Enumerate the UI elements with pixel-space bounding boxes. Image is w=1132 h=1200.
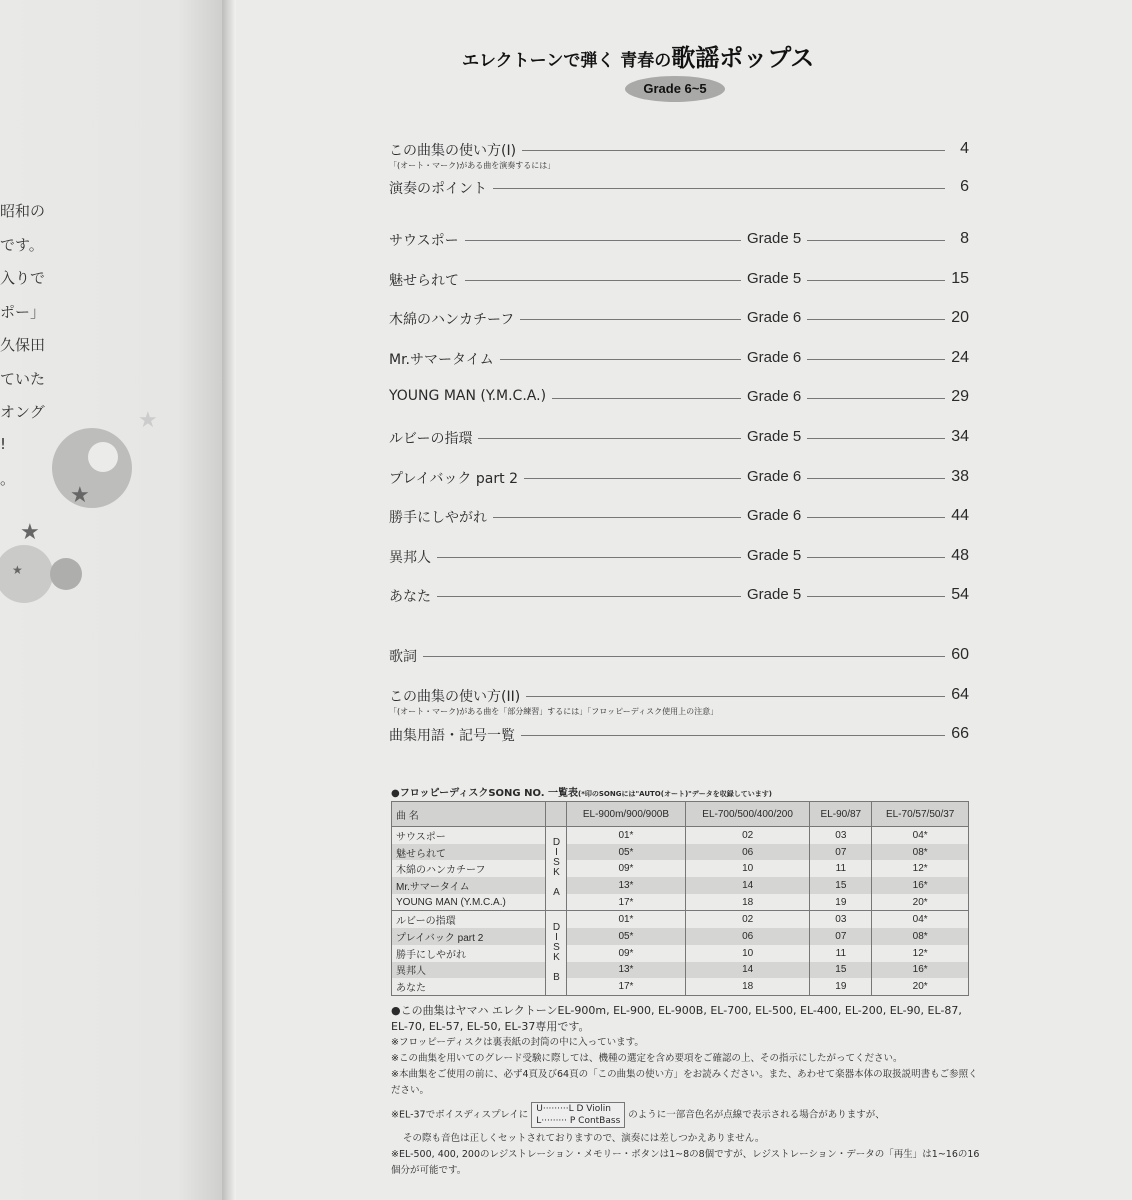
left-page-text: 昭和の <box>0 202 46 220</box>
note: のように一部音色名が点線で表示される場合がありますが、 <box>628 1109 885 1121</box>
table-row <box>392 877 969 894</box>
column-header <box>546 802 567 827</box>
toc-label: 曲集用語・記号一覧 <box>389 725 521 745</box>
toc-label: 勝手にしやがれ <box>389 507 493 527</box>
toc-label: この曲集の使い方(II) <box>389 686 526 706</box>
toc-page: 4 <box>960 140 969 157</box>
song-number-cell: 17* <box>567 978 686 995</box>
table-title-note: (*印のSONGには"AUTO(オート)"データを収録しています) <box>578 790 772 798</box>
voice-line: L········· P ContBass <box>536 1116 621 1126</box>
song-name-cell: 勝手にしやがれ <box>392 945 546 962</box>
toc-grade: Grade 5 <box>741 586 807 603</box>
table-row <box>392 945 969 962</box>
table-row <box>392 860 969 877</box>
note: ※フロッピーディスクは裏表紙の封筒の中に入っています。 <box>391 1037 644 1048</box>
leader-line <box>389 240 945 241</box>
note: ※EL-37でボイスディスプレイに <box>391 1109 529 1121</box>
toc-entry[interactable] <box>389 309 969 331</box>
song-number-cell: 16* <box>872 962 969 979</box>
disk-cell <box>546 827 567 911</box>
song-name-cell: サウスポー <box>392 827 546 844</box>
toc-grade: Grade 5 <box>741 547 807 564</box>
book-spine <box>222 0 236 1200</box>
toc-label: ルビーの指環 <box>389 428 478 448</box>
toc-entry[interactable] <box>389 388 969 410</box>
toc-entry[interactable] <box>389 468 969 490</box>
toc-label: Mr.サマータイム <box>389 349 500 369</box>
toc-label: サウスポー <box>389 230 465 250</box>
disk-label: DISK A <box>551 837 562 898</box>
toc-label: この曲集の使い方(I) <box>389 140 522 160</box>
toc-label: あなた <box>389 586 437 606</box>
song-number-cell: 10 <box>685 860 809 877</box>
left-page-text: 久保田 <box>0 336 46 354</box>
table-title: ●フロッピーディスクSONG NO. 一覧表 <box>391 788 579 799</box>
voice-line: U·········L D Violin <box>536 1104 611 1114</box>
song-number-cell: 12* <box>872 860 969 877</box>
song-number-cell: 19 <box>810 894 872 911</box>
toc-entry[interactable] <box>389 140 969 170</box>
song-name-cell: あなた <box>392 978 546 995</box>
toc-grade: Grade 6 <box>741 309 807 326</box>
song-number-cell: 02 <box>685 827 809 844</box>
song-number-cell: 07 <box>810 928 872 945</box>
toc-page: 66 <box>951 725 969 742</box>
toc-page: 64 <box>951 686 969 703</box>
column-header: EL-70/57/50/37 <box>872 802 969 827</box>
song-number-cell: 05* <box>567 844 686 861</box>
toc-subtitle: 「(オート・マーク)がある曲を演奏するには」 <box>389 161 556 170</box>
song-number-cell: 04* <box>872 911 969 928</box>
song-name-cell: 異邦人 <box>392 962 546 979</box>
leader-line <box>389 280 945 281</box>
left-page-text: ! <box>0 434 7 453</box>
column-header: EL-900m/900/900B <box>567 802 686 827</box>
book-title <box>462 38 814 73</box>
toc-label: 木綿のハンカチーフ <box>389 309 520 329</box>
song-number-cell: 09* <box>567 945 686 962</box>
toc-page: 38 <box>951 467 969 485</box>
toc-page: 54 <box>951 586 969 604</box>
star-icon: ★ <box>138 408 158 433</box>
toc-entry[interactable] <box>389 270 969 292</box>
table-row <box>392 928 969 945</box>
disk-cell <box>546 911 567 995</box>
song-number-cell: 06 <box>685 844 809 861</box>
left-page-text: ポー」 <box>0 302 46 321</box>
toc-page: 24 <box>951 348 969 366</box>
song-number-cell: 19 <box>810 978 872 995</box>
left-page-text: ていた <box>0 369 46 388</box>
song-number-cell: 13* <box>567 877 686 894</box>
column-header: EL-90/87 <box>810 802 872 827</box>
note-main: ●この曲集はヤマハ エレクトーンEL-900m, EL-900, EL-900B, EL-700, EL-500, EL-400, EL-200, EL-90, EL-87, EL-70, EL-57, EL-50, EL-37専用です。 <box>391 1004 962 1033</box>
toc-entry[interactable] <box>389 507 969 529</box>
leader-line <box>389 596 945 597</box>
song-number-cell: 18 <box>685 978 809 995</box>
toc-grade: Grade 6 <box>741 468 807 485</box>
toc-page: 44 <box>951 507 969 525</box>
song-number-cell: 14 <box>685 962 809 979</box>
table-row <box>392 911 969 928</box>
toc-entry[interactable] <box>389 547 969 569</box>
song-number-cell: 02 <box>685 911 809 928</box>
toc-page: 29 <box>951 388 969 406</box>
toc-entry[interactable] <box>389 230 969 252</box>
decor-circle <box>50 558 82 590</box>
song-number-cell: 05* <box>567 928 686 945</box>
notes <box>391 1003 981 1179</box>
voice-display-example <box>531 1102 625 1128</box>
toc-grade: Grade 6 <box>741 507 807 524</box>
song-table-title <box>391 784 772 799</box>
song-number-cell: 07 <box>810 844 872 861</box>
decor-circle <box>88 442 118 472</box>
toc-label: プレイバック part 2 <box>389 468 524 488</box>
song-number-cell: 12* <box>872 945 969 962</box>
leader-line <box>389 656 945 657</box>
decor-circle <box>0 545 53 603</box>
toc-entry[interactable] <box>389 646 969 668</box>
song-number-cell: 11 <box>810 860 872 877</box>
song-number-table <box>391 801 969 996</box>
note: ※本曲集をご使用の前に、必ず4頁及び64頁の「この曲集の使い方」をお読みください。また、あわせて楽器本体の取扱説明書もご参照ください。 <box>391 1069 978 1096</box>
table-row <box>392 962 969 979</box>
toc-page: 60 <box>951 646 969 663</box>
song-number-cell: 01* <box>567 827 686 844</box>
table-row <box>392 844 969 861</box>
song-number-cell: 03 <box>810 911 872 928</box>
song-name-cell: プレイバック part 2 <box>392 928 546 945</box>
leader-line <box>389 557 945 558</box>
toc-grade: Grade 6 <box>741 349 807 366</box>
toc-label: 歌詞 <box>389 646 423 666</box>
song-number-cell: 15 <box>810 962 872 979</box>
toc-label: YOUNG MAN (Y.M.C.A.) <box>389 388 552 404</box>
song-number-cell: 18 <box>685 894 809 911</box>
toc-grade: Grade 5 <box>741 428 807 445</box>
song-number-cell: 08* <box>872 844 969 861</box>
left-page <box>0 0 222 1200</box>
note: ※この曲集を用いてのグレード受験に際しては、機種の選定を含め要項をご確認の上、その指示にしたがってください。 <box>391 1053 903 1064</box>
song-number-cell: 04* <box>872 827 969 844</box>
song-number-cell: 03 <box>810 827 872 844</box>
song-name-cell: ルビーの指環 <box>392 911 546 928</box>
song-number-cell: 20* <box>872 894 969 911</box>
title-prefix: エレクトーンで弾く 青春の <box>462 51 672 71</box>
table-row <box>392 978 969 995</box>
song-name-cell: 魅せられて <box>392 844 546 861</box>
table-row <box>392 894 969 911</box>
left-page-text: オング <box>0 403 45 421</box>
disk-label: DISK B <box>551 921 562 982</box>
toc-grade: Grade 5 <box>741 270 807 287</box>
song-number-cell: 20* <box>872 978 969 995</box>
song-number-cell: 16* <box>872 877 969 894</box>
left-page-text: 入りで <box>0 269 46 287</box>
song-number-cell: 11 <box>810 945 872 962</box>
song-number-cell: 17* <box>567 894 686 911</box>
song-number-cell: 06 <box>685 928 809 945</box>
table-row <box>392 827 969 844</box>
song-number-cell: 09* <box>567 860 686 877</box>
star-icon: ★ <box>12 563 23 577</box>
note: その際も音色は正しくセットされておりますので、演奏には差しつかえありません。 <box>403 1133 765 1144</box>
toc-page: 8 <box>960 230 969 247</box>
song-number-cell: 08* <box>872 928 969 945</box>
toc-entry[interactable] <box>389 428 969 450</box>
song-number-cell: 01* <box>567 911 686 928</box>
song-number-cell: 13* <box>567 962 686 979</box>
toc-label: 異邦人 <box>389 547 437 567</box>
star-icon: ★ <box>20 520 40 545</box>
column-header: EL-700/500/400/200 <box>685 802 809 827</box>
toc-page: 15 <box>951 269 969 287</box>
toc-label: 魅せられて <box>389 270 465 290</box>
song-number-cell: 15 <box>810 877 872 894</box>
toc-page: 34 <box>951 428 969 445</box>
song-number-cell: 14 <box>685 877 809 894</box>
toc-entry[interactable] <box>389 349 969 371</box>
star-icon: ★ <box>70 483 90 508</box>
left-page-text: 。 <box>0 470 16 488</box>
song-name-cell: Mr.サマータイム <box>392 877 546 894</box>
left-page-text: です。 <box>0 235 44 254</box>
song-number-cell: 10 <box>685 945 809 962</box>
toc-page: 48 <box>951 546 969 564</box>
toc-entry[interactable] <box>389 586 969 608</box>
toc-subtitle: 「(オート・マーク)がある曲を「部分練習」するには」「フロッピーディスク使用上の注意」 <box>389 707 719 716</box>
title-main: 歌謡ポップス <box>671 44 815 72</box>
toc-page: 20 <box>951 309 969 327</box>
toc-page: 6 <box>960 178 969 195</box>
toc-grade: Grade 6 <box>741 388 807 405</box>
toc-grade: Grade 5 <box>741 230 807 247</box>
toc-label: 演奏のポイント <box>389 178 493 198</box>
toc-entry[interactable] <box>389 686 969 716</box>
grade-badge: Grade 6~5 <box>625 76 725 102</box>
toc-entry[interactable] <box>389 725 969 747</box>
note: ※EL-500, 400, 200のレジストレーション・メモリー・ボタンは1~8の8個ですが、レジストレーション・データの「再生」は1~16の16個分が可能です。 <box>391 1149 980 1176</box>
column-header: 曲 名 <box>392 802 546 827</box>
song-name-cell: YOUNG MAN (Y.M.C.A.) <box>392 894 546 911</box>
toc-entry[interactable] <box>389 178 969 200</box>
song-name-cell: 木綿のハンカチーフ <box>392 860 546 877</box>
